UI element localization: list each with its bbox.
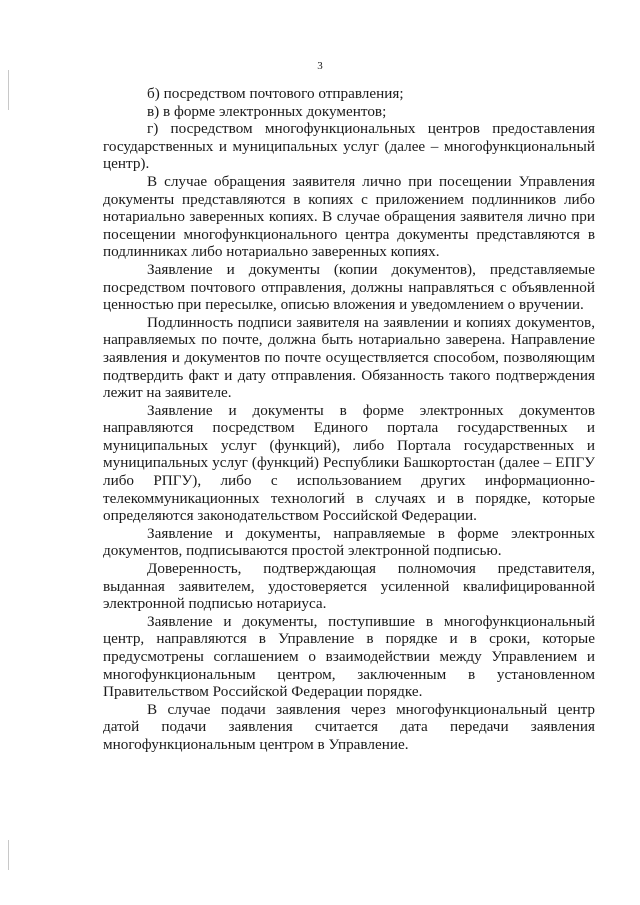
document-body (103, 85, 595, 754)
paragraph-5: Заявление и документы (копии документов), представляемые посредством почтового отправления, должны направляться с объявленной ценностью при пересылке, описью вложения и уведомлением о вручении. (103, 260, 595, 314)
paragraph-10: Заявление и документы, поступившие в многофункциональный центр, направляются в Управление в порядке и в сроки, которые предусмотрены соглашением о взаимодействии между Управлением и многофункциональным центром, заключенным в установленном Правительством Российской Федерации порядке. (103, 612, 595, 701)
paragraph-8: Заявление и документы, направляемые в форме электронных документов, подписываются простой электронной подписью. (103, 524, 595, 560)
paragraph-2: в) в форме электронных документов; (147, 102, 387, 120)
paragraph-11: В случае подачи заявления через многофункциональный центр датой подачи заявления считается дата передачи заявления многофункциональным центром в Управление. (103, 700, 595, 753)
scan-margin-mark-top (8, 70, 9, 110)
paragraph-1: б) посредством почтового отправления; (147, 85, 404, 102)
paragraph-4: В случае обращения заявителя лично при посещении Управления документы представляются в копиях с приложением подлинников либо нотариально заверенных копиях. В случае обращения заявителя лично при посещении многофункционального центра документы представляются в подлинниках либо нотариально заверенных копиях. (103, 172, 595, 261)
scan-margin-mark-bottom (8, 840, 9, 870)
paragraph-7: Заявление и документы в форме электронных документов направляются посредством Единого портала государственных и муниципальных услуг (функций), либо Портала государственных и муниципальных услуг (функций) Республики Башкортостан (далее – ЕПГУ либо РПГУ), либо с использованием других информационно-телекоммуникационных технологий в случаях и в порядке, которые определяются законодательством Российской Федерации. (103, 401, 595, 525)
paragraph-9: Доверенность, подтверждающая полномочия представителя, выданная заявителем, удостоверяется усиленной квалифицированной электронной подписью нотариуса. (103, 560, 595, 613)
page-number: 3 (317, 60, 323, 72)
paragraph-6: Подлинность подписи заявителя на заявлении и копиях документов, направляемых по почте, должна быть нотариально заверена. Направление заявления и документов по почте осуществляется способом, позволяющим подтвердить факт и дату отправления. Обязанность такого подтверждения лежит на заявителе. (103, 313, 595, 402)
paragraph-3: г) посредством многофункциональных центров предоставления государственных и муниципальных услуг (далее – многофункциональный центр). (103, 120, 595, 173)
